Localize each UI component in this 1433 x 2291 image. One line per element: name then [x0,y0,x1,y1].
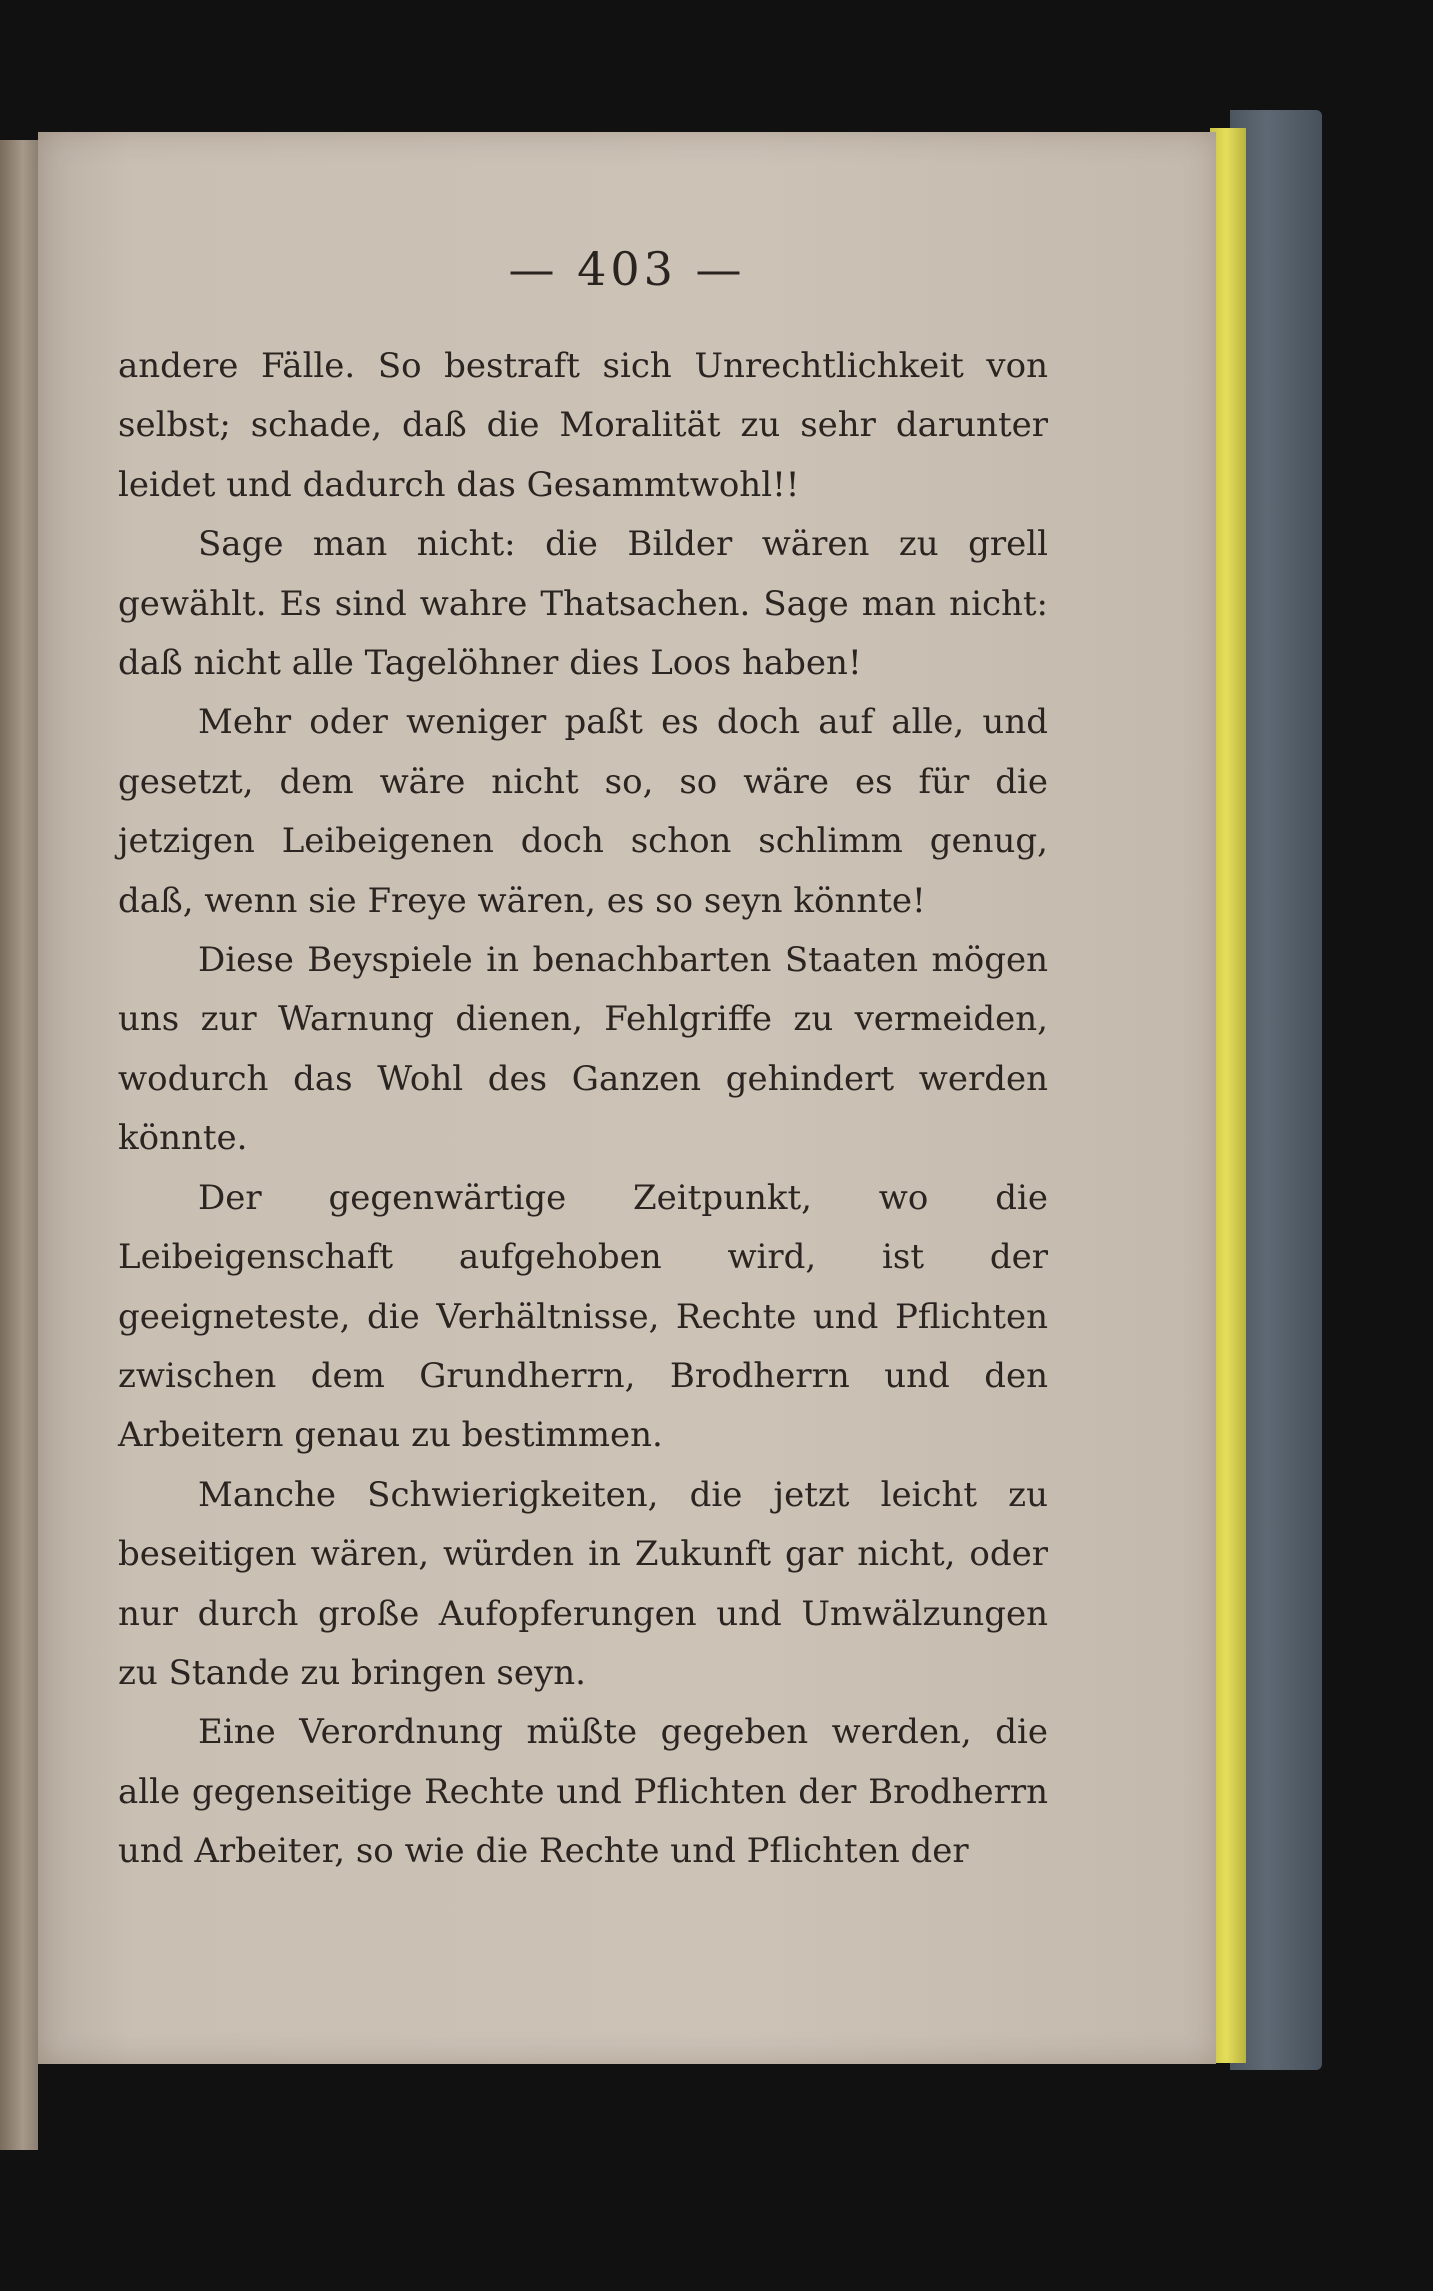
paragraph-7: Eine Verordnung müßte gegeben werden, die alle gegenseitige Rechte und Pflichten der Brodherrn und Arbeiter, so wie die Rechte und Pflichten der [118,1712,1048,1872]
paragraph-1: andere Fälle. So bestraft sich Unrechtlichkeit von selbst; schade, daß die Moralität zu sehr darunter leidet und dadurch das Gesammtwohl!! [118,346,1048,505]
paragraph-5: Der gegenwärtige Zeitpunkt, wo die Leibeigenschaft aufgehoben wird, ist der geeigneteste, die Verhältnisse, Rechte und Pflichten zwischen dem Grundherrn, Brodherrn und den Arbeitern genau zu bestimmen. [118,1177,1048,1456]
body-text [118,337,1048,1882]
paragraph-4: Diese Beyspiele in benachbarten Staaten mögen uns zur Warnung dienen, Fehlgriffe zu vermeiden, wodurch das Wohl des Ganzen gehindert werden könnte. [118,940,1048,1159]
paragraph-6: Manche Schwierigkeiten, die jetzt leicht zu beseitigen wären, würden in Zukunft gar nicht, oder nur durch große Aufopferungen und Umwälzungen zu Stande zu bringen seyn. [118,1474,1048,1693]
paragraph-2: Sage man nicht: die Bilder wären zu grell gewählt. Es sind wahre Thatsachen. Sage man nicht: daß nicht alle Tagelöhner dies Loos haben! [118,524,1048,684]
book-page [38,132,1216,2064]
facing-page-edge [0,140,38,2150]
page-number: — 403 — [508,242,746,296]
paragraph-3: Mehr oder weniger paßt es doch auf alle, und gesetzt, dem wäre nicht so, so wäre es für die jetzigen Leibeigenen doch schon schlimm genug, daß, wenn sie Freye wären, es so seyn könnte! [118,702,1048,921]
